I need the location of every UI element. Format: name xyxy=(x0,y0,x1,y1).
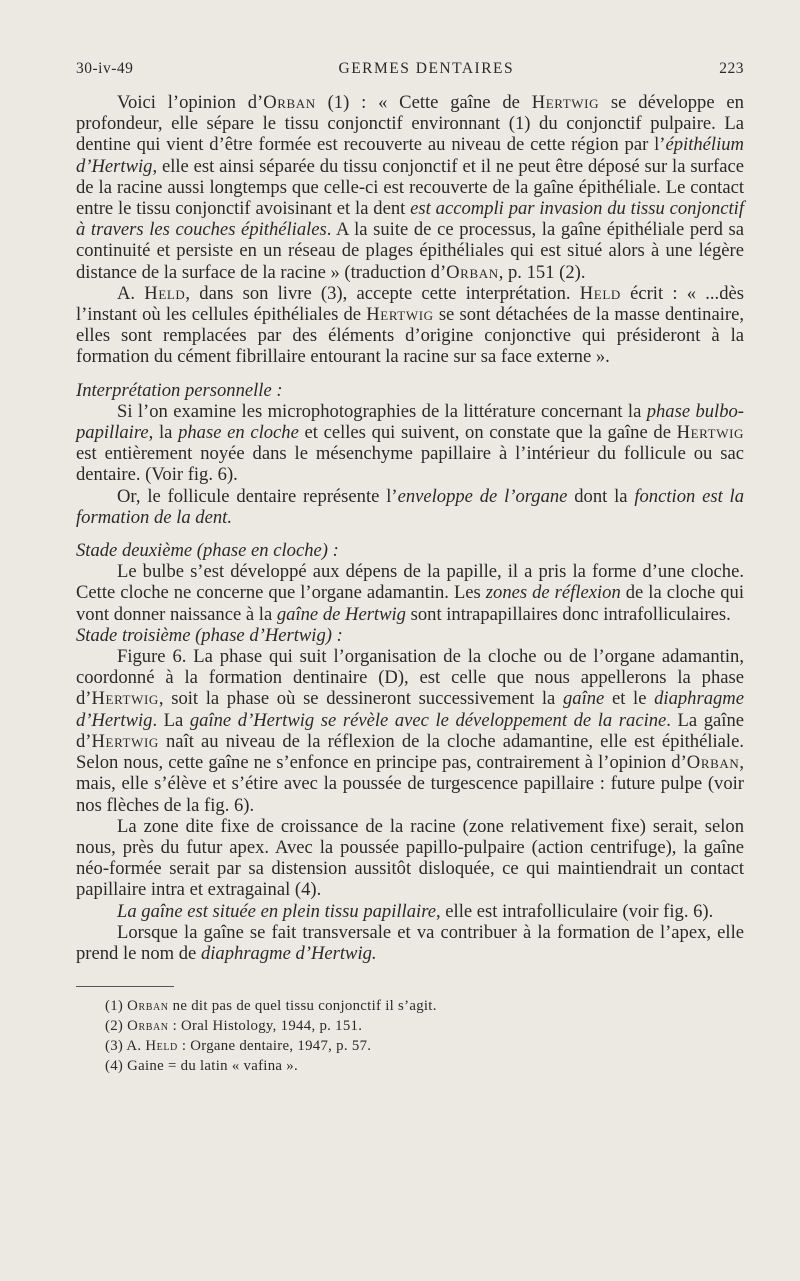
running-title: GERMES DENTAIRES xyxy=(338,60,515,77)
footnotes xyxy=(76,997,744,1076)
heading-stade-deuxieme: Stade deuxième (phase en cloche) : xyxy=(76,540,339,562)
running-head xyxy=(76,60,744,78)
body-text xyxy=(76,92,744,964)
heading-interpretation: Interprétation personnelle : xyxy=(76,379,283,401)
paragraph-figure-6: Figure 6. La phase qui suit l’organisation de la cloche ou de l’organe adamantin, coordonné à la formation dentinaire (D), est celle que nous appellerons la phase d’Hertwig, soit la phase où se dessineront successivement la gaîne et le diaphragme d’Hertwig. La gaîne d’Hertwig se révèle avec le développement de la racine. La gaîne d’Hertwig naît au niveau de la réflexion de la cloche adamantine, elle est épithéliale. Selon nous, cette gaîne ne s’enfonce en principe pas, contrairement à l’opinion d’Orban, mais, elle s’élève et s’étire avec la poussée de turgescence papillaire : future pulpe (voir nos flèches de la fig. 6). xyxy=(76,646,744,816)
running-date: 30-iv-49 xyxy=(76,60,134,77)
paragraph-microphotographies: Si l’on examine les microphotographies de la littérature concernant la phase bulbo-papillaire, la phase en cloche et celles qui suivent, on constate que la gaîne de Hertwig est entièrement noyée dans le mésenchyme papillaire à l’intérieur du follicule ou sac dentaire. (Voir fig. 6). xyxy=(76,400,744,486)
paragraph-zone-fixe: La zone dite fixe de croissance de la racine (zone relativement fixe) serait, selon nous, près du futur apex. Avec la poussée papillo-pulpaire (action centrifuge), la gaîne néo-formée serait par sa distension aussitôt disloquée, ce qui maintiendrait un contact papillaire intra et extragainal (4). xyxy=(76,815,744,901)
paragraph-follicule: Or, le follicule dentaire représente l’enveloppe de l’organe dont la fonction est la formation de la dent. xyxy=(76,485,745,528)
heading-stade-troisieme: Stade troisième (phase d’Hertwig) : xyxy=(76,624,343,646)
page-number: 223 xyxy=(719,60,744,77)
paragraph-bulbe: Le bulbe s’est développé aux dépens de la papille, il a pris la forme d’une cloche. Cette cloche ne concerne que l’organe adamantin. Les zones de réflexion de la cloche qui vont donner naissance à la gaîne de Hertwig sont intrapapillaires donc intrafolliculaires. xyxy=(76,561,744,625)
footnote-4: (4) Gaine = du latin « vafina ». xyxy=(105,1057,298,1074)
paragraph-gaine-situee: La gaîne est située en plein tissu papillaire, elle est intrafolliculaire (voir fig. 6). xyxy=(117,900,714,922)
paragraph-apex: Lorsque la gaîne se fait transversale et va contribuer à la formation de l’apex, elle prend le nom de diaphragme d’Hertwig. xyxy=(76,921,744,964)
footnote-3: (3) A. Held : Organe dentaire, 1947, p. 57. xyxy=(105,1037,372,1054)
footnote-1: (1) Orban ne dit pas de quel tissu conjonctif il s’agit. xyxy=(105,998,437,1015)
paragraph-held-quote: A. Held, dans son livre (3), accepte cette interprétation. Held écrit : « ...dès l’instant où les cellules épithéliales de Hertwig se sont détachées de la masse dentinaire, elles sont remplacées par des éléments d’origine conjonctive qui présideront à la formation du cément fibrillaire entourant la racine sur sa face externe ». xyxy=(76,282,744,368)
paragraph-orban-quote: Voici l’opinion d’Orban (1) : « Cette gaîne de Hertwig se développe en profondeur, elle sépare le tissu conjonctif environnant (1) du conjonctif pulpaire. La dentine qui vient d’être formée est recouverte au niveau de cette région par l’épithélium d’Hertwig, elle est ainsi séparée du tissu conjonctif et il ne peut être déposé sur la surface de la racine aussi longtemps que celle-ci est recouverte de la gaîne épithéliale. Le contact entre le tissu conjonctif avoisinant et la dent est accompli par invasion du tissu conjonctif à travers les couches épithéliales. A la suite de ce processus, la gaîne épithéliale perd sa continuité et persiste en un réseau de plages épithéliales qui est situé alors à une légère distance de la surface de la racine » (traduction d’Orban, p. 151 (2). xyxy=(76,92,744,283)
footnote-2: (2) Orban : Oral Histology, 1944, p. 151. xyxy=(105,1017,363,1034)
footnote-divider xyxy=(76,986,174,987)
